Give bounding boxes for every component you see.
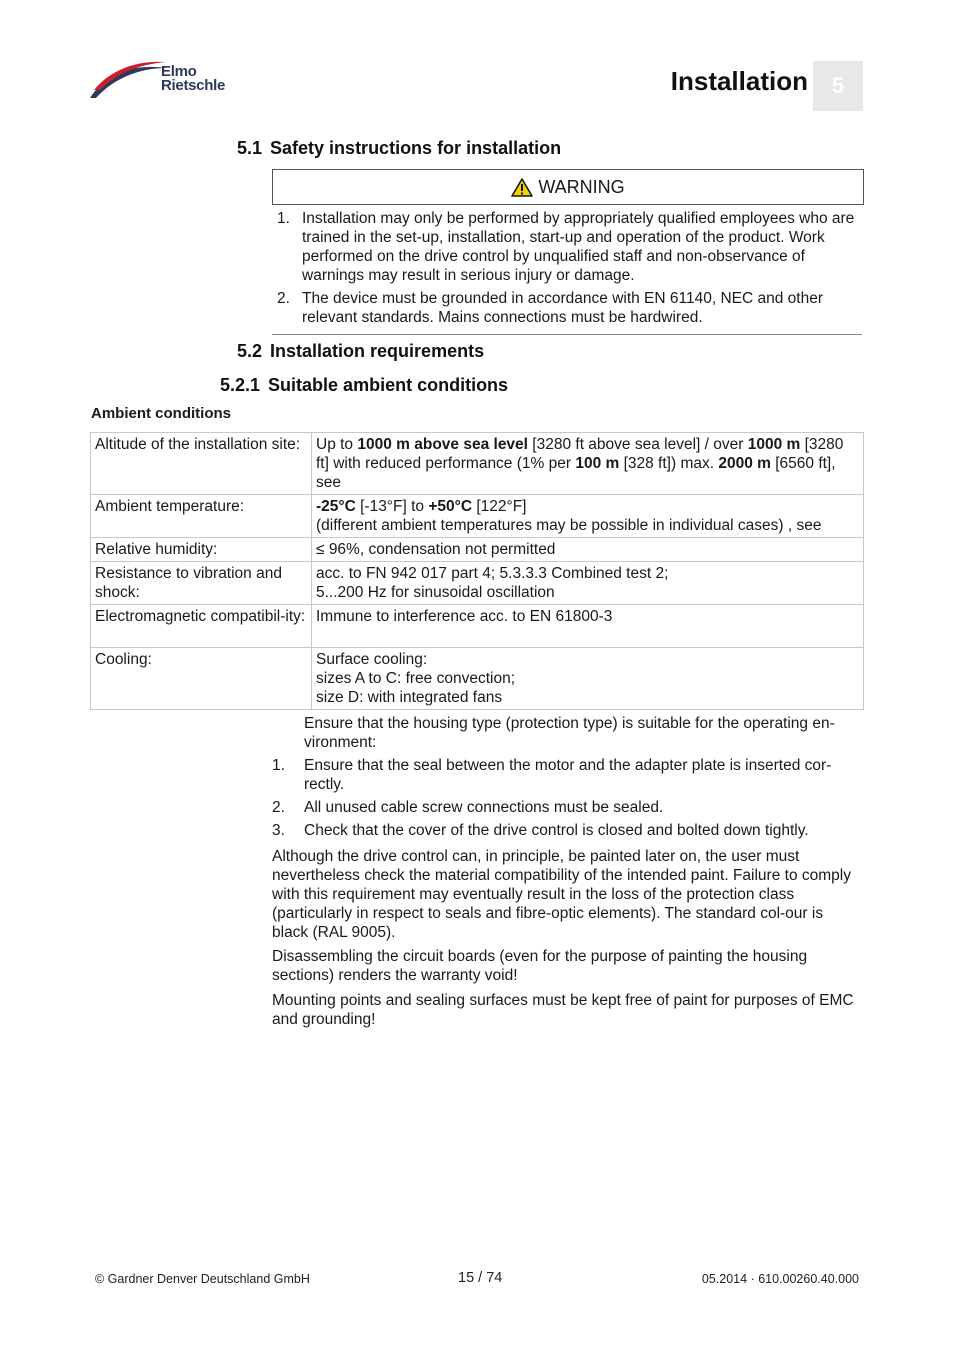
value-text: [122°F] — [472, 498, 527, 515]
value-text: size D: with integrated fans — [316, 689, 503, 706]
list-text: Installation may only be performed by appropriately qualified employees who are trained in the set-up, installation, start-up and operation of the product. Work performed on the drive control by unqualified staff and non-observance of warnings may result in serious injury or damage. — [302, 210, 855, 284]
body-paragraph: Although the drive control can, in principle, be painted later on, the user must nevertheless check the material compatibility of the intended paint. Failure to comply with this requirement may eventually result in the loss of the protection class (particularly in respect to seals and fibre-optic elements). The standard col-our is black (RAL 9005). — [272, 848, 851, 941]
chapter-number-badge: 5 — [813, 61, 863, 111]
brand-logo — [88, 60, 258, 102]
section-title: Suitable ambient conditions — [268, 375, 509, 395]
logo-swoosh-icon — [88, 60, 168, 102]
body-paragraph: Disassembling the circuit boards (even for the purpose of painting the housing sections) renders the warranty void! — [272, 948, 808, 984]
section-number: 5.1 — [237, 138, 263, 158]
warning-triangle-icon — [511, 178, 533, 197]
list-number: 3. — [272, 822, 285, 839]
table-cell-value: ≤ 96%, condensation not permitted — [312, 538, 864, 562]
warning-list — [272, 209, 862, 335]
warning-box — [272, 169, 864, 205]
value-text: acc. to FN 942 017 part 4; 5.3.3.3 Combined test 2; — [316, 565, 669, 582]
footer-doc-ref: 05.2014 · 610.00260.40.000 — [701, 1272, 859, 1286]
page-total: 74 — [486, 1270, 503, 1286]
list-number: 1. — [272, 757, 285, 774]
list-number: 1. — [277, 210, 290, 227]
value-bold: 1000 m — [747, 436, 801, 453]
table-cell-label: Ambient temperature: — [91, 495, 312, 538]
value-text: [3280 ft] with reduced performance (1% per — [316, 436, 844, 472]
value-text: sizes A to C: free convection; — [316, 670, 516, 687]
value-text: Up to — [316, 436, 358, 453]
table-cell-value — [312, 433, 864, 495]
list-number: 2. — [272, 799, 285, 816]
page-separator: / — [474, 1270, 487, 1286]
section-title: Installation requirements — [270, 341, 485, 361]
section-heading-5-1 — [237, 138, 561, 159]
list-number: 2. — [277, 290, 290, 307]
chapter-title: Installation — [670, 66, 808, 96]
warning-label: WARNING — [538, 176, 625, 197]
table-row — [91, 648, 864, 710]
value-bold: 1000 m above sea level — [357, 436, 528, 453]
value-bold: +50°C — [428, 498, 473, 515]
table-cell-value — [312, 495, 864, 538]
value-bold: 2000 m — [718, 455, 771, 472]
page-current: 15 — [458, 1270, 475, 1286]
table-cell-label: Cooling: — [91, 648, 312, 710]
table-cell-value — [312, 562, 864, 605]
section-title: Safety instructions for installation — [270, 138, 562, 158]
list-text: All unused cable screw connections must be sealed. — [304, 799, 664, 816]
list-item — [272, 798, 862, 817]
value-text: [6560 ft], see — [316, 455, 836, 491]
list-item — [272, 821, 862, 840]
table-cell-value: Immune to interference acc. to EN 61800-3 — [312, 605, 864, 648]
table-row — [91, 495, 864, 538]
step-list — [272, 756, 862, 840]
section-number: 5.2.1 — [220, 375, 261, 395]
list-item — [272, 209, 862, 285]
value-text: 5...200 Hz for sinusoidal oscillation — [316, 584, 555, 601]
section-number: 5.2 — [237, 341, 263, 361]
table-cell-label: Relative humidity: — [91, 538, 312, 562]
table-row — [91, 538, 864, 562]
table-cell-label: Electromagnetic compatibil-ity: — [91, 605, 312, 648]
value-bold: -25°C — [316, 498, 356, 515]
logo-text-line1: Elmo — [161, 63, 197, 80]
value-bold: 100 m — [575, 455, 620, 472]
intro-paragraph: Ensure that the housing type (protection type) is suitable for the operating en-vironment: — [304, 715, 835, 751]
list-text: Ensure that the seal between the motor and the adapter plate is inserted cor-rectly. — [304, 757, 832, 793]
list-text: The device must be grounded in accordance with EN 61140, NEC and other relevant standards. Mains connections must be hardwired. — [302, 290, 823, 326]
table-row — [91, 605, 864, 648]
value-text: [3280 ft above sea level] / over — [527, 436, 748, 453]
value-text: [-13°F] to — [355, 498, 429, 515]
section-heading-5-2-1 — [220, 375, 508, 396]
body-paragraph: Mounting points and sealing surfaces must be kept free of paint for purposes of EMC and grounding! — [272, 992, 854, 1028]
table-caption: Ambient conditions — [91, 405, 231, 422]
footer-page-number — [458, 1270, 502, 1286]
value-text: Surface cooling: — [316, 651, 428, 668]
list-item — [272, 756, 862, 794]
value-text: [328 ft]) max. — [619, 455, 719, 472]
table-row — [91, 433, 864, 495]
list-text: Check that the cover of the drive control is closed and bolted down tightly. — [304, 822, 809, 839]
table-cell-label: Altitude of the installation site: — [91, 433, 312, 495]
list-item — [272, 289, 862, 327]
footer-copyright: © Gardner Denver Deutschland GmbH — [95, 1272, 310, 1286]
section-heading-5-2 — [237, 341, 484, 362]
table-row — [91, 562, 864, 605]
ambient-conditions-table — [90, 432, 864, 710]
table-cell-label: Resistance to vibration and shock: — [91, 562, 312, 605]
value-text: (different ambient temperatures may be possible in individual cases) , see — [316, 517, 822, 534]
table-cell-value — [312, 648, 864, 710]
logo-text-line2: Rietschle — [161, 77, 225, 94]
